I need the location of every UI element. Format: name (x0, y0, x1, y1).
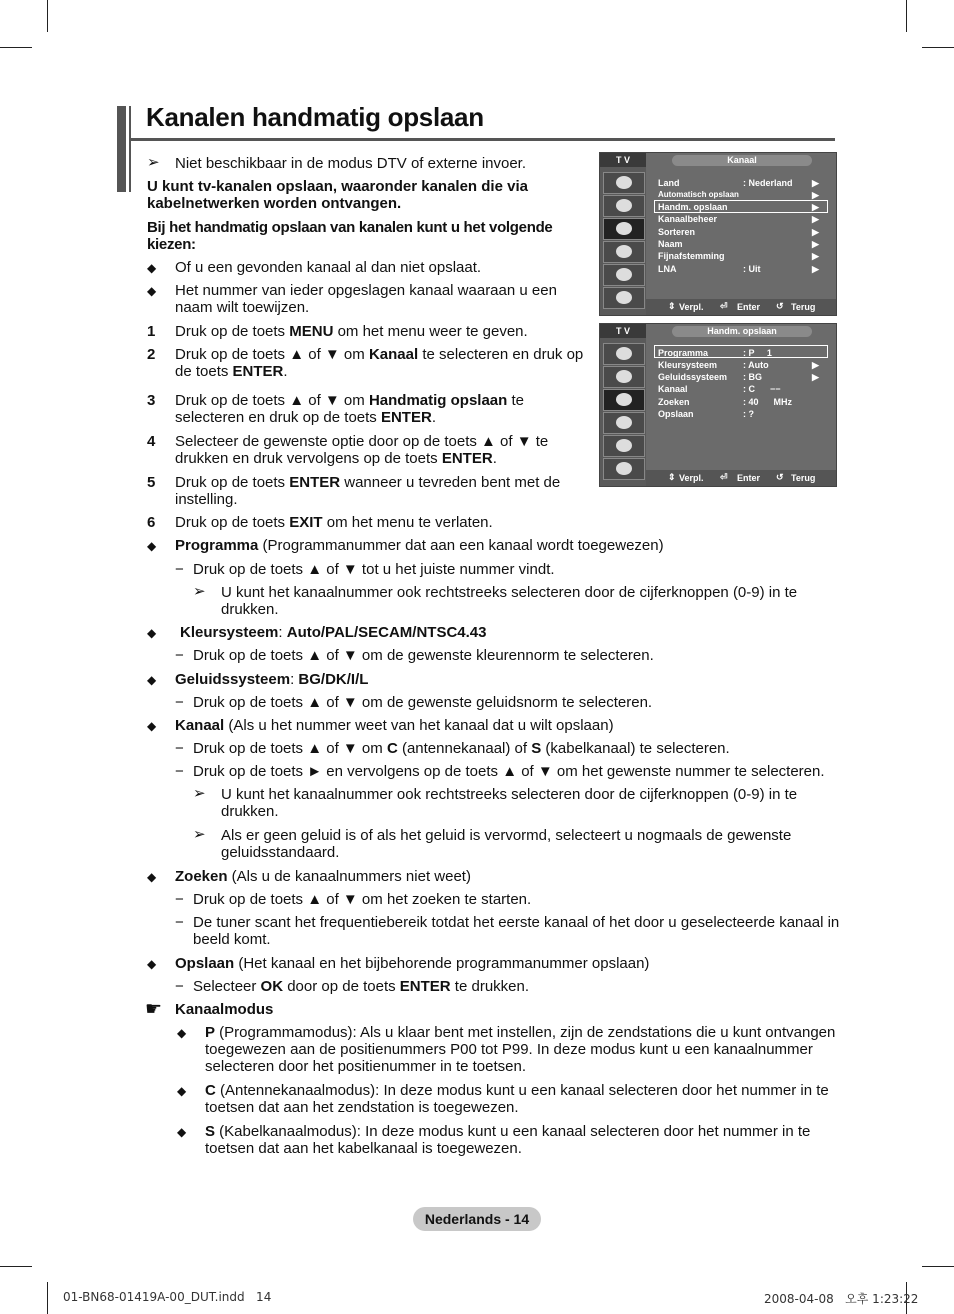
intro-text-2: Bij het handmatig opslaan van kanalen kunt u het volgende kiezen: (147, 219, 553, 253)
step-text: Druk op de toets EXIT om het menu te verlaten. (175, 514, 493, 531)
tv-label: T V (600, 153, 646, 167)
crop-mark (922, 1266, 954, 1267)
crop-mark (906, 0, 907, 32)
crop-mark (47, 0, 48, 32)
option-detail: Druk op de toets ► en vervolgens op de toets ▲ of ▼ om het gewenste nummer te selecteren. (193, 763, 825, 780)
tv-label: T V (600, 324, 646, 338)
menu-item[interactable]: Zoeken (658, 397, 690, 407)
note-text: Als er geen geluid is of als het geluid is vervormd, selecteert u nogmaals de gewenste geluidsstandaard. (221, 827, 792, 861)
option-opslaan: Opslaan (Het kanaal en het bijbehorende programmanummer opslaan) (175, 955, 650, 972)
dash-icon: − (175, 647, 184, 664)
step-number: 1 (147, 323, 156, 340)
crop-mark (0, 47, 32, 48)
date-slug: 2008-04-08 오후 1:23:22 (764, 1292, 919, 1306)
menu-item-selected[interactable]: Programma (658, 348, 709, 358)
menu-item-selected[interactable]: Handm. opslaan (658, 202, 728, 212)
option-kanaal: Kanaal (Als u het nummer weet van het kanaal dat u wilt opslaan) (175, 717, 614, 734)
option-detail: Druk op de toets ▲ of ▼ om C (antennekanaal) of S (kabelkanaal) te selecteren. (193, 740, 730, 757)
foot-enter: Enter (737, 473, 761, 483)
menu-item-value: : 40 MHz (743, 397, 793, 407)
option-detail: Druk op de toets ▲ of ▼ om de gewenste kleurennorm te selecteren. (193, 647, 654, 664)
menu-item[interactable]: Geluidssysteem (658, 372, 728, 382)
tv-footer (646, 470, 836, 486)
input-icon (603, 435, 645, 457)
diamond-bullet-icon: ◆ (177, 1084, 187, 1098)
tv-screen-handm-opslaan (599, 323, 837, 487)
channel-icon (603, 218, 645, 240)
move-icon: ⇕ (668, 472, 676, 482)
option-detail: Druk op de toets ▲ of ▼ om het zoeken te starten. (193, 891, 532, 908)
crop-mark (0, 1266, 32, 1267)
picture-icon (603, 172, 645, 194)
step-text: Druk op de toets ▲ of ▼ om Kanaal te selecteren en druk op de toets ENTER. (175, 346, 584, 380)
note-arrow-icon: ➢ (193, 826, 206, 843)
enter-icon: ⏎ (720, 301, 728, 311)
menu-item-arrow: ▶ (812, 239, 819, 249)
note-arrow-icon: ➢ (147, 154, 160, 171)
diamond-bullet-icon: ◆ (147, 261, 157, 275)
foot-enter: Enter (737, 302, 761, 312)
crop-mark (47, 1282, 48, 1314)
menu-item-arrow: ▶ (812, 372, 819, 382)
dash-icon: − (175, 763, 184, 780)
step-number: 5 (147, 474, 156, 491)
menu-item-value: : P 1 (743, 348, 772, 358)
foot-back: Terug (791, 302, 816, 312)
step-text: Druk op de toets ▲ of ▼ om Handmatig opslaan te selecteren en druk op de toets ENTER. (175, 392, 524, 426)
crop-mark (922, 47, 954, 48)
menu-item[interactable]: Opslaan (658, 409, 694, 419)
sound-icon (603, 195, 645, 217)
tv-menu-title: Kanaal (672, 155, 812, 166)
tv-screen-kanaal (599, 152, 837, 316)
diamond-bullet-icon: ◆ (147, 957, 157, 971)
title-rule (131, 138, 835, 141)
menu-item[interactable]: Automatisch opslaan (658, 190, 739, 199)
menu-item-value: : Nederland (743, 178, 793, 188)
menu-item[interactable]: Kleursysteem (658, 360, 718, 370)
menu-item-arrow: ▶ (812, 227, 819, 237)
menu-item-arrow: ▶ (812, 202, 819, 212)
menu-item-value: : Uit (743, 264, 761, 274)
mode-c-text: C (Antennekanaalmodus): In deze modus kunt u een kanaal selecteren door het nummer in te toetsen dat aan het zendstation is toegewezen. (205, 1082, 829, 1116)
note-arrow-icon: ➢ (193, 785, 206, 802)
title-bar-decoration (126, 106, 129, 192)
menu-item-arrow: ▶ (812, 178, 819, 188)
page-number-badge: Nederlands - 14 (413, 1207, 541, 1231)
note-text: U kunt het kanaalnummer ook rechtstreeks selecteren door de cijferknoppen (0-9) in te drukken. (221, 584, 798, 618)
return-icon: ↺ (776, 301, 784, 311)
note-arrow-icon: ➢ (193, 583, 206, 600)
step-number: 4 (147, 433, 156, 450)
channel-icon (603, 389, 645, 411)
option-programma: Programma (Programmanummer dat aan een kanaal wordt toegewezen) (175, 537, 664, 554)
file-slug: 01-BN68-01419A-00_DUT.indd 14 (63, 1290, 272, 1304)
note-text: Niet beschikbaar in de modus DTV of externe invoer. (175, 155, 527, 172)
setup-icon (603, 412, 645, 434)
enter-icon: ⏎ (720, 472, 728, 482)
step-text: Druk op de toets MENU om het menu weer te geven. (175, 323, 528, 340)
step-number: 6 (147, 514, 156, 531)
menu-item-arrow: ▶ (812, 360, 819, 370)
foot-back: Terug (791, 473, 816, 483)
page-title: Kanalen handmatig opslaan (146, 102, 484, 132)
foot-move: Verpl. (679, 473, 704, 483)
step-number: 2 (147, 346, 156, 363)
menu-item[interactable]: Naam (658, 239, 683, 249)
pointing-hand-icon: ☛ (145, 999, 163, 1020)
diamond-bullet-icon: ◆ (147, 870, 157, 884)
menu-item-value: : ? (743, 409, 754, 419)
note-text: U kunt het kanaalnummer ook rechtstreeks selecteren door de cijferknoppen (0-9) in te drukken. (221, 786, 798, 820)
bullet-text: Of u een gevonden kanaal al dan niet opslaat. (175, 259, 482, 276)
picture-icon (603, 343, 645, 365)
intro-text: U kunt tv-kanalen opslaan, waaronder kanalen die via kabelnetwerken worden ontvangen. (147, 178, 528, 212)
option-detail: Druk op de toets ▲ of ▼ tot u het juiste nummer vindt. (193, 561, 555, 578)
menu-item-arrow: ▶ (812, 214, 819, 224)
option-detail: De tuner scant het frequentiebereik totdat het eerste kanaal of het door u geselecteerde kanaal in beeld komt. (193, 914, 840, 948)
step-text: Druk op de toets ENTER wanneer u tevreden bent met de instelling. (175, 474, 561, 508)
return-icon: ↺ (776, 472, 784, 482)
menu-item[interactable]: Kanaal (658, 384, 688, 394)
menu-item-value: : Auto (743, 360, 769, 370)
diamond-bullet-icon: ◆ (147, 719, 157, 733)
dash-icon: − (175, 978, 184, 995)
diamond-bullet-icon: ◆ (147, 539, 157, 553)
diamond-bullet-icon: ◆ (147, 284, 157, 298)
menu-item[interactable]: Kanaalbeheer (658, 214, 718, 224)
dash-icon: − (175, 914, 184, 931)
move-icon: ⇕ (668, 301, 676, 311)
mode-p-text: P (Programmamodus): Als u klaar bent met instellen, zijn de zendstations die u kunt ontvangen toegewezen aan de positienummers P00 tot P99. In deze modus kunt u een kanaalnummer selecteren door het positienummer in te toetsen. (205, 1024, 836, 1075)
option-detail: Druk op de toets ▲ of ▼ om de gewenste geluidsnorm te selecteren. (193, 694, 653, 711)
menu-item[interactable]: Land (658, 178, 680, 188)
diamond-bullet-icon: ◆ (177, 1026, 187, 1040)
menu-item[interactable]: Fijnafstemming (658, 251, 725, 261)
sound-icon (603, 366, 645, 388)
menu-item-value: : C −− (743, 384, 781, 394)
application-icon (603, 458, 645, 480)
tv-menu-title: Handm. opslaan (672, 326, 812, 337)
dash-icon: − (175, 891, 184, 908)
input-icon (603, 264, 645, 286)
foot-move: Verpl. (679, 302, 704, 312)
option-kleursysteem: Kleursysteem: Auto/PAL/SECAM/NTSC4.43 (180, 624, 487, 641)
menu-item-value: : BG (743, 372, 762, 382)
menu-item-arrow: ▶ (812, 264, 819, 274)
dash-icon: − (175, 694, 184, 711)
diamond-bullet-icon: ◆ (177, 1125, 187, 1139)
application-icon (603, 287, 645, 309)
dash-icon: − (175, 561, 184, 578)
menu-item-arrow: ▶ (812, 251, 819, 261)
mode-s-text: S (Kabelkanaalmodus): In deze modus kunt u een kanaal selecteren door het nummer in te toetsen dat aan het kabelkanaal is toegewezen. (205, 1123, 811, 1157)
diamond-bullet-icon: ◆ (147, 626, 157, 640)
diamond-bullet-icon: ◆ (147, 673, 157, 687)
tv-footer (646, 299, 836, 315)
menu-item[interactable]: LNA (658, 264, 677, 274)
step-text: Selecteer de gewenste optie door op de toets ▲ of ▼ te drukken en druk vervolgens op de toets ENTER. (175, 433, 549, 467)
option-detail: Selecteer OK door op de toets ENTER te drukken. (193, 978, 530, 995)
kanaalmodus-heading: Kanaalmodus (175, 1001, 274, 1018)
bullet-text: Het nummer van ieder opgeslagen kanaal waaraan u een naam wilt toewijzen. (175, 282, 557, 316)
step-number: 3 (147, 392, 156, 409)
option-geluidssysteem: Geluidssysteem: BG/DK/I/L (175, 671, 369, 688)
menu-item[interactable]: Sorteren (658, 227, 696, 237)
menu-item-arrow: ▶ (812, 190, 819, 200)
dash-icon: − (175, 740, 184, 757)
option-zoeken: Zoeken (Als u de kanaalnummers niet weet) (175, 868, 471, 885)
setup-icon (603, 241, 645, 263)
